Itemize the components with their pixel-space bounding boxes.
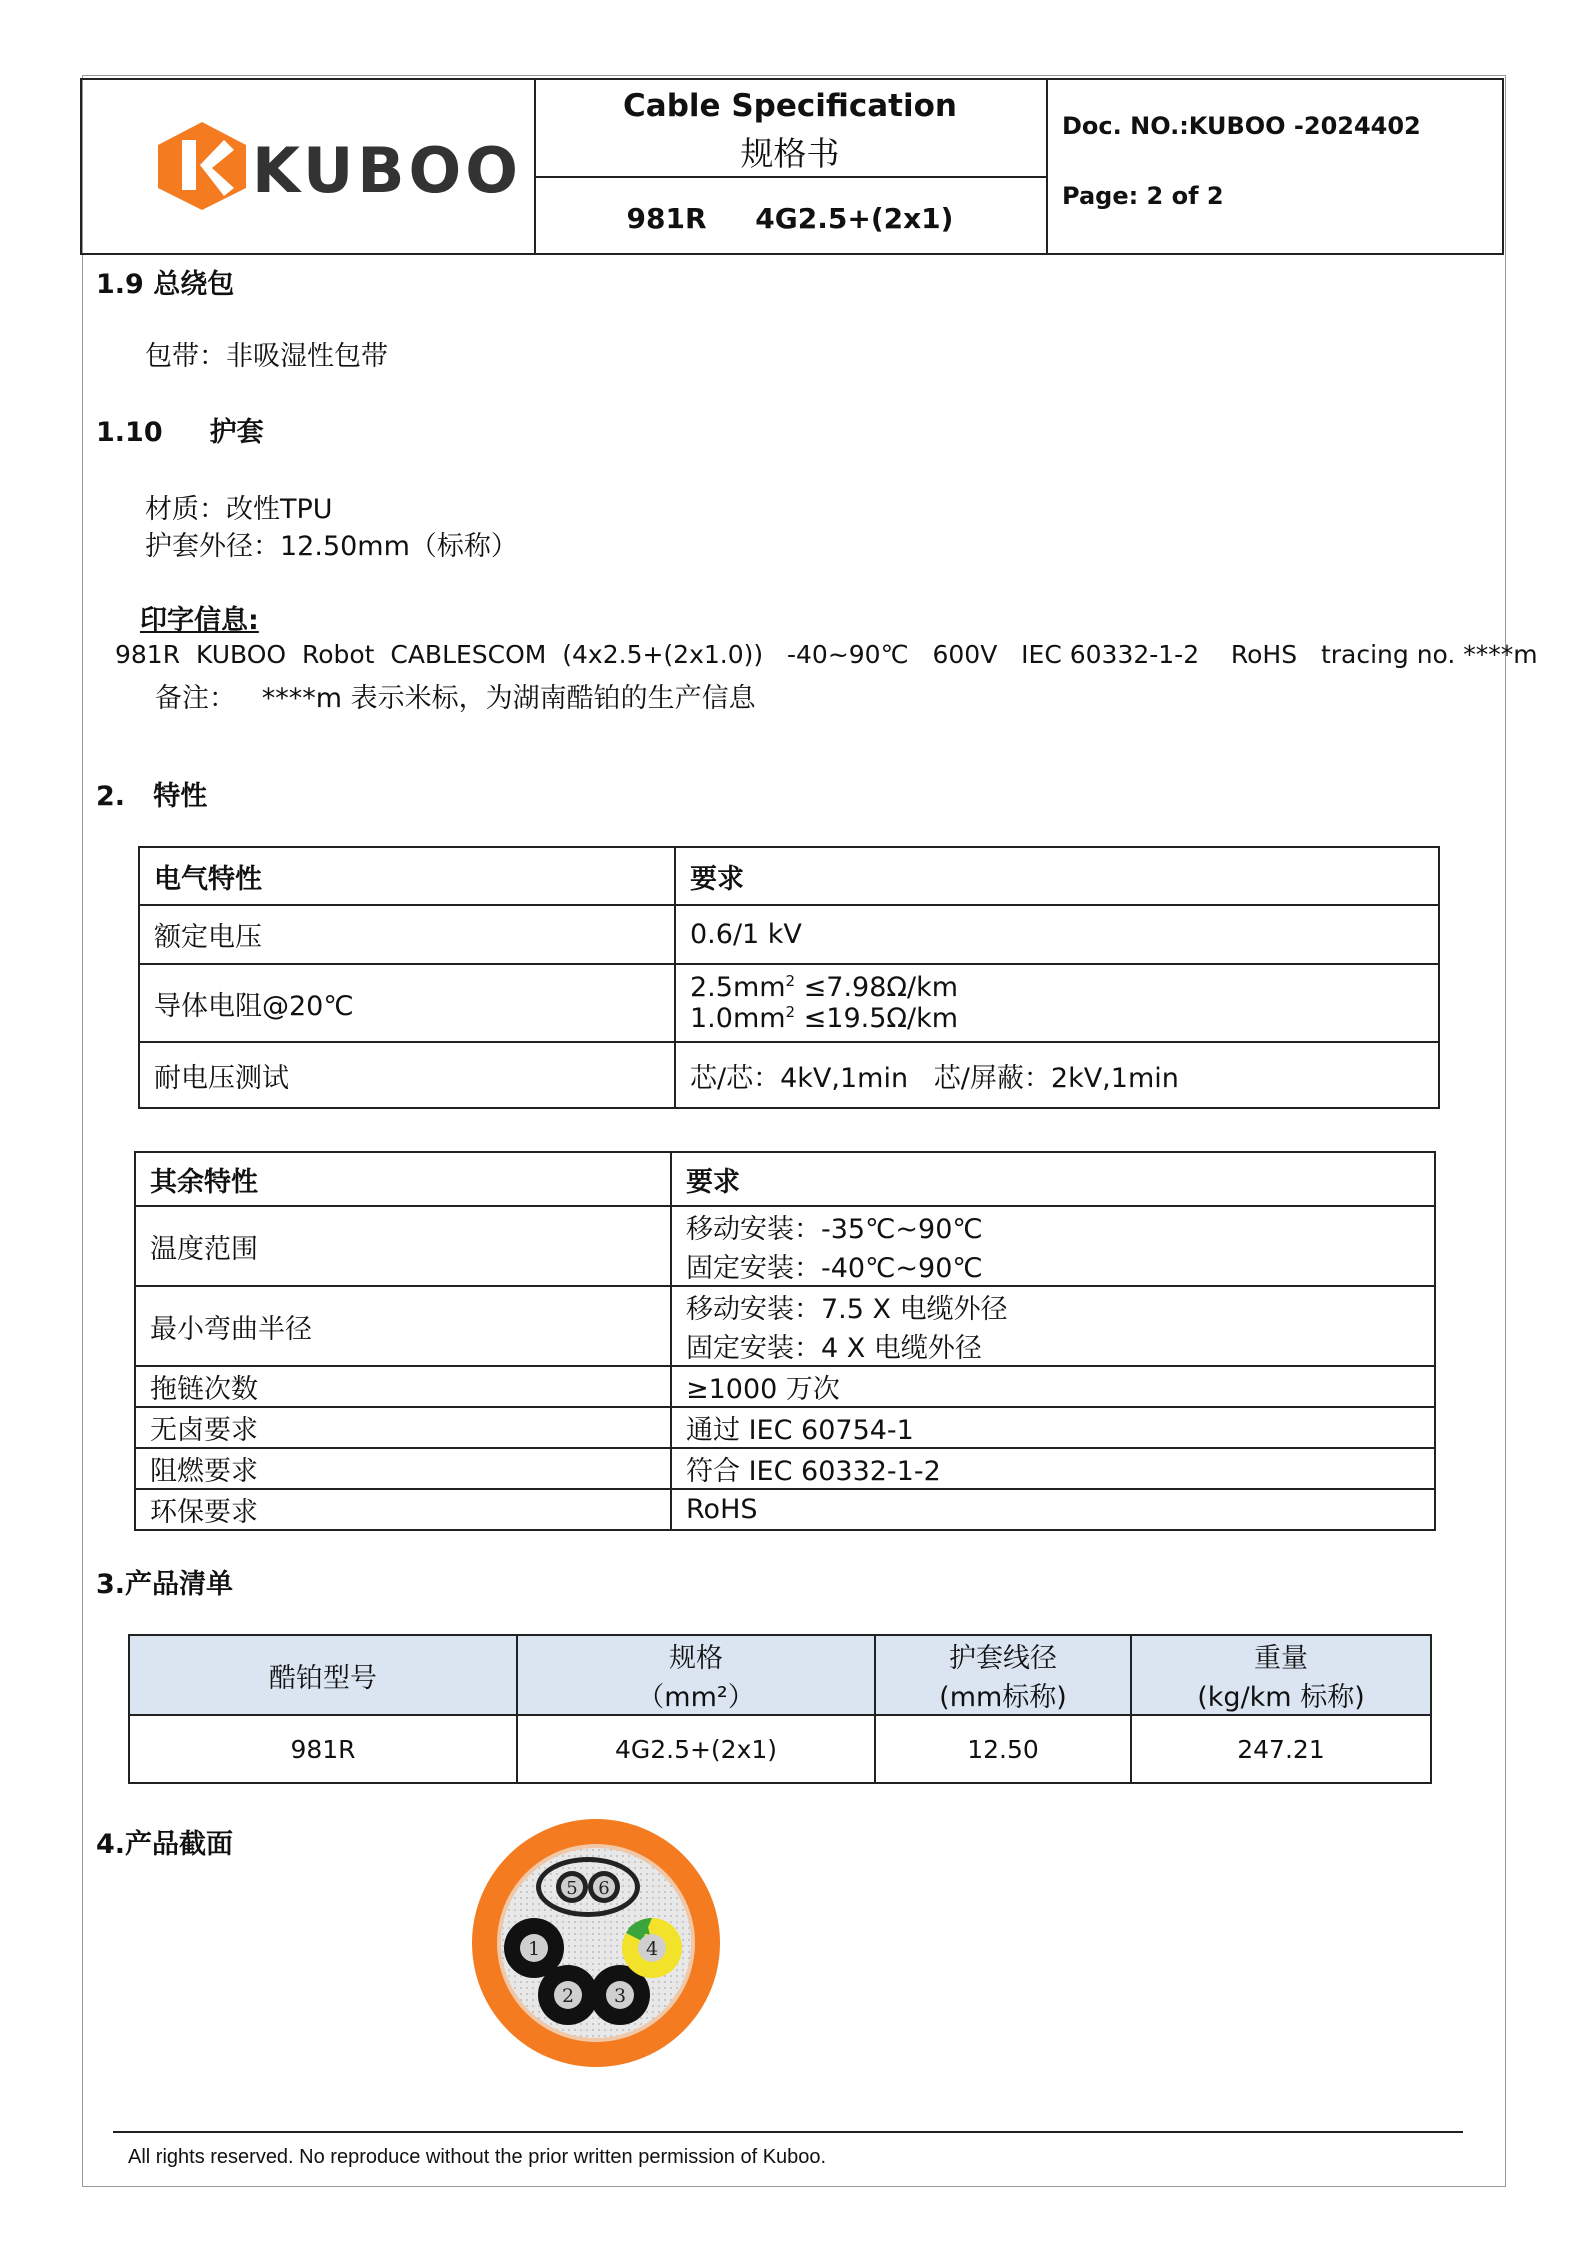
temp-fixed: 固定安装：-40℃~90℃ [686,1253,983,1284]
section-1-10-heading: 1.10 护套 [96,417,264,448]
table-row [135,1206,1435,1286]
table-row [135,1489,1435,1530]
table-cell: 0.6/1 kV [675,905,1439,964]
table-header-cell: 要求 [675,847,1439,905]
table-cell: 芯/芯：4kV,1min 芯/屏蔽：2kV,1min [675,1042,1439,1108]
table-row [135,1152,1435,1206]
table-header-cell: 护套线径 (mm标称) [875,1635,1131,1715]
table-row [129,1715,1431,1783]
table-row [135,1407,1435,1448]
title-cn: 规格书 [740,134,840,173]
table-cell: RoHS [671,1489,1435,1530]
title-cell [534,80,1048,253]
table-cell: 额定电压 [139,905,675,964]
table-cell [671,1206,1435,1286]
table-row [135,1448,1435,1489]
table-cell: ≥1000 万次 [671,1366,1435,1407]
section-2-heading: 2. 特性 [96,781,208,812]
core-4-ground [622,1918,682,1978]
electrical-table [138,846,1440,1109]
table-cell: 247.21 [1131,1715,1431,1783]
table-cell: 环保要求 [135,1489,671,1530]
jacket-diameter: 护套外径：12.50mm（标称） [145,531,518,562]
table-header-cell: 重量 (kg/km 标称) [1131,1635,1431,1715]
table-cell [675,964,1439,1042]
product-table [128,1634,1432,1784]
print-info-heading: 印字信息: [140,605,259,636]
table-row [139,964,1439,1042]
document-header [80,78,1504,255]
table-cell: 4G2.5+(2x1) [517,1715,875,1783]
model-label: 981R 4G2.5+(2x1) [626,202,954,235]
bend-mobile: 移动安装：7.5 X 电缆外径 [686,1294,1008,1325]
footer-text: All rights reserved. No reproduce without the prior written permission of Kuboo. [128,2146,827,2168]
table-cell: 耐电压测试 [139,1042,675,1108]
svg-text:3: 3 [613,1985,627,2007]
table-cell: 阻燃要求 [135,1448,671,1489]
table-header-cell: 要求 [671,1152,1435,1206]
print-info-note: 备注： ****m 表示米标，为湖南酷铂的生产信息 [155,683,756,714]
table-row [139,1042,1439,1108]
table-cell: 12.50 [875,1715,1131,1783]
doc-info-cell [1048,80,1502,253]
svg-text:2: 2 [561,1985,575,2007]
table-header-cell: 酷铂型号 [129,1635,517,1715]
table-row [139,905,1439,964]
svg-text:4: 4 [645,1938,659,1960]
svg-text:1: 1 [527,1938,541,1960]
doc-number: Doc. NO.:KUBOO -2024402 [1062,112,1421,140]
table-cell: 981R [129,1715,517,1783]
cable-cross-section-image [470,1817,722,2069]
table-cell: 通过 IEC 60754-1 [671,1407,1435,1448]
table-header-cell: 其余特性 [135,1152,671,1206]
table-header-cell: 电气特性 [139,847,675,905]
core-6-label: 6 [598,1878,610,1899]
resistance-2-5: $2.5mm^2 \le 7.98\Omega/km$ [690,972,959,1003]
table-header-cell: 规格 （mm²） [517,1635,875,1715]
footer-divider [113,2131,1463,2133]
table-cell [671,1286,1435,1366]
table-cell: 符合 IEC 60332-1-2 [671,1448,1435,1489]
temp-mobile: 移动安装：-35℃~90℃ [686,1214,983,1245]
core-2 [538,1965,598,2025]
title-divider [534,176,1046,178]
table-cell: 无卤要求 [135,1407,671,1448]
jacket-material: 材质：改性TPU [145,494,333,525]
resistance-1-0: $1.0mm^2 \le 19.5\Omega/km$ [690,1003,959,1034]
print-info-line: 981R KUBOO Robot CABLESCOM (4x2.5+(2x1.0)) -40~90℃ 600V IEC 60332-1-2 RoHS tracing no. ****m [115,640,1538,669]
logo-text: KUBOO [252,134,522,207]
section-3-heading: 3.产品清单 [96,1569,234,1600]
section-1-9-text: 包带：非吸湿性包带 [145,341,388,372]
core-5-label: 5 [566,1878,578,1899]
table-cell: 拖链次数 [135,1366,671,1407]
page-frame [82,75,1506,2187]
logo-cell [82,80,536,253]
title-en: Cable Specification [623,88,957,124]
table-cell: 最小弯曲半径 [135,1286,671,1366]
shielded-pair [536,1857,640,1917]
table-row [139,847,1439,905]
section-1-9-heading: 1.9 总绕包 [96,269,235,300]
page-number: Page: 2 of 2 [1062,182,1224,210]
table-cell: 导体电阻@20℃ [139,964,675,1042]
bend-fixed: 固定安装：4 X 电缆外径 [686,1333,982,1364]
table-row [135,1366,1435,1407]
table-row [129,1635,1431,1715]
table-cell: 温度范围 [135,1206,671,1286]
other-properties-table [134,1151,1436,1531]
section-4-heading: 4.产品截面 [96,1829,234,1860]
kuboo-logo-icon [152,120,252,210]
table-row [135,1286,1435,1366]
